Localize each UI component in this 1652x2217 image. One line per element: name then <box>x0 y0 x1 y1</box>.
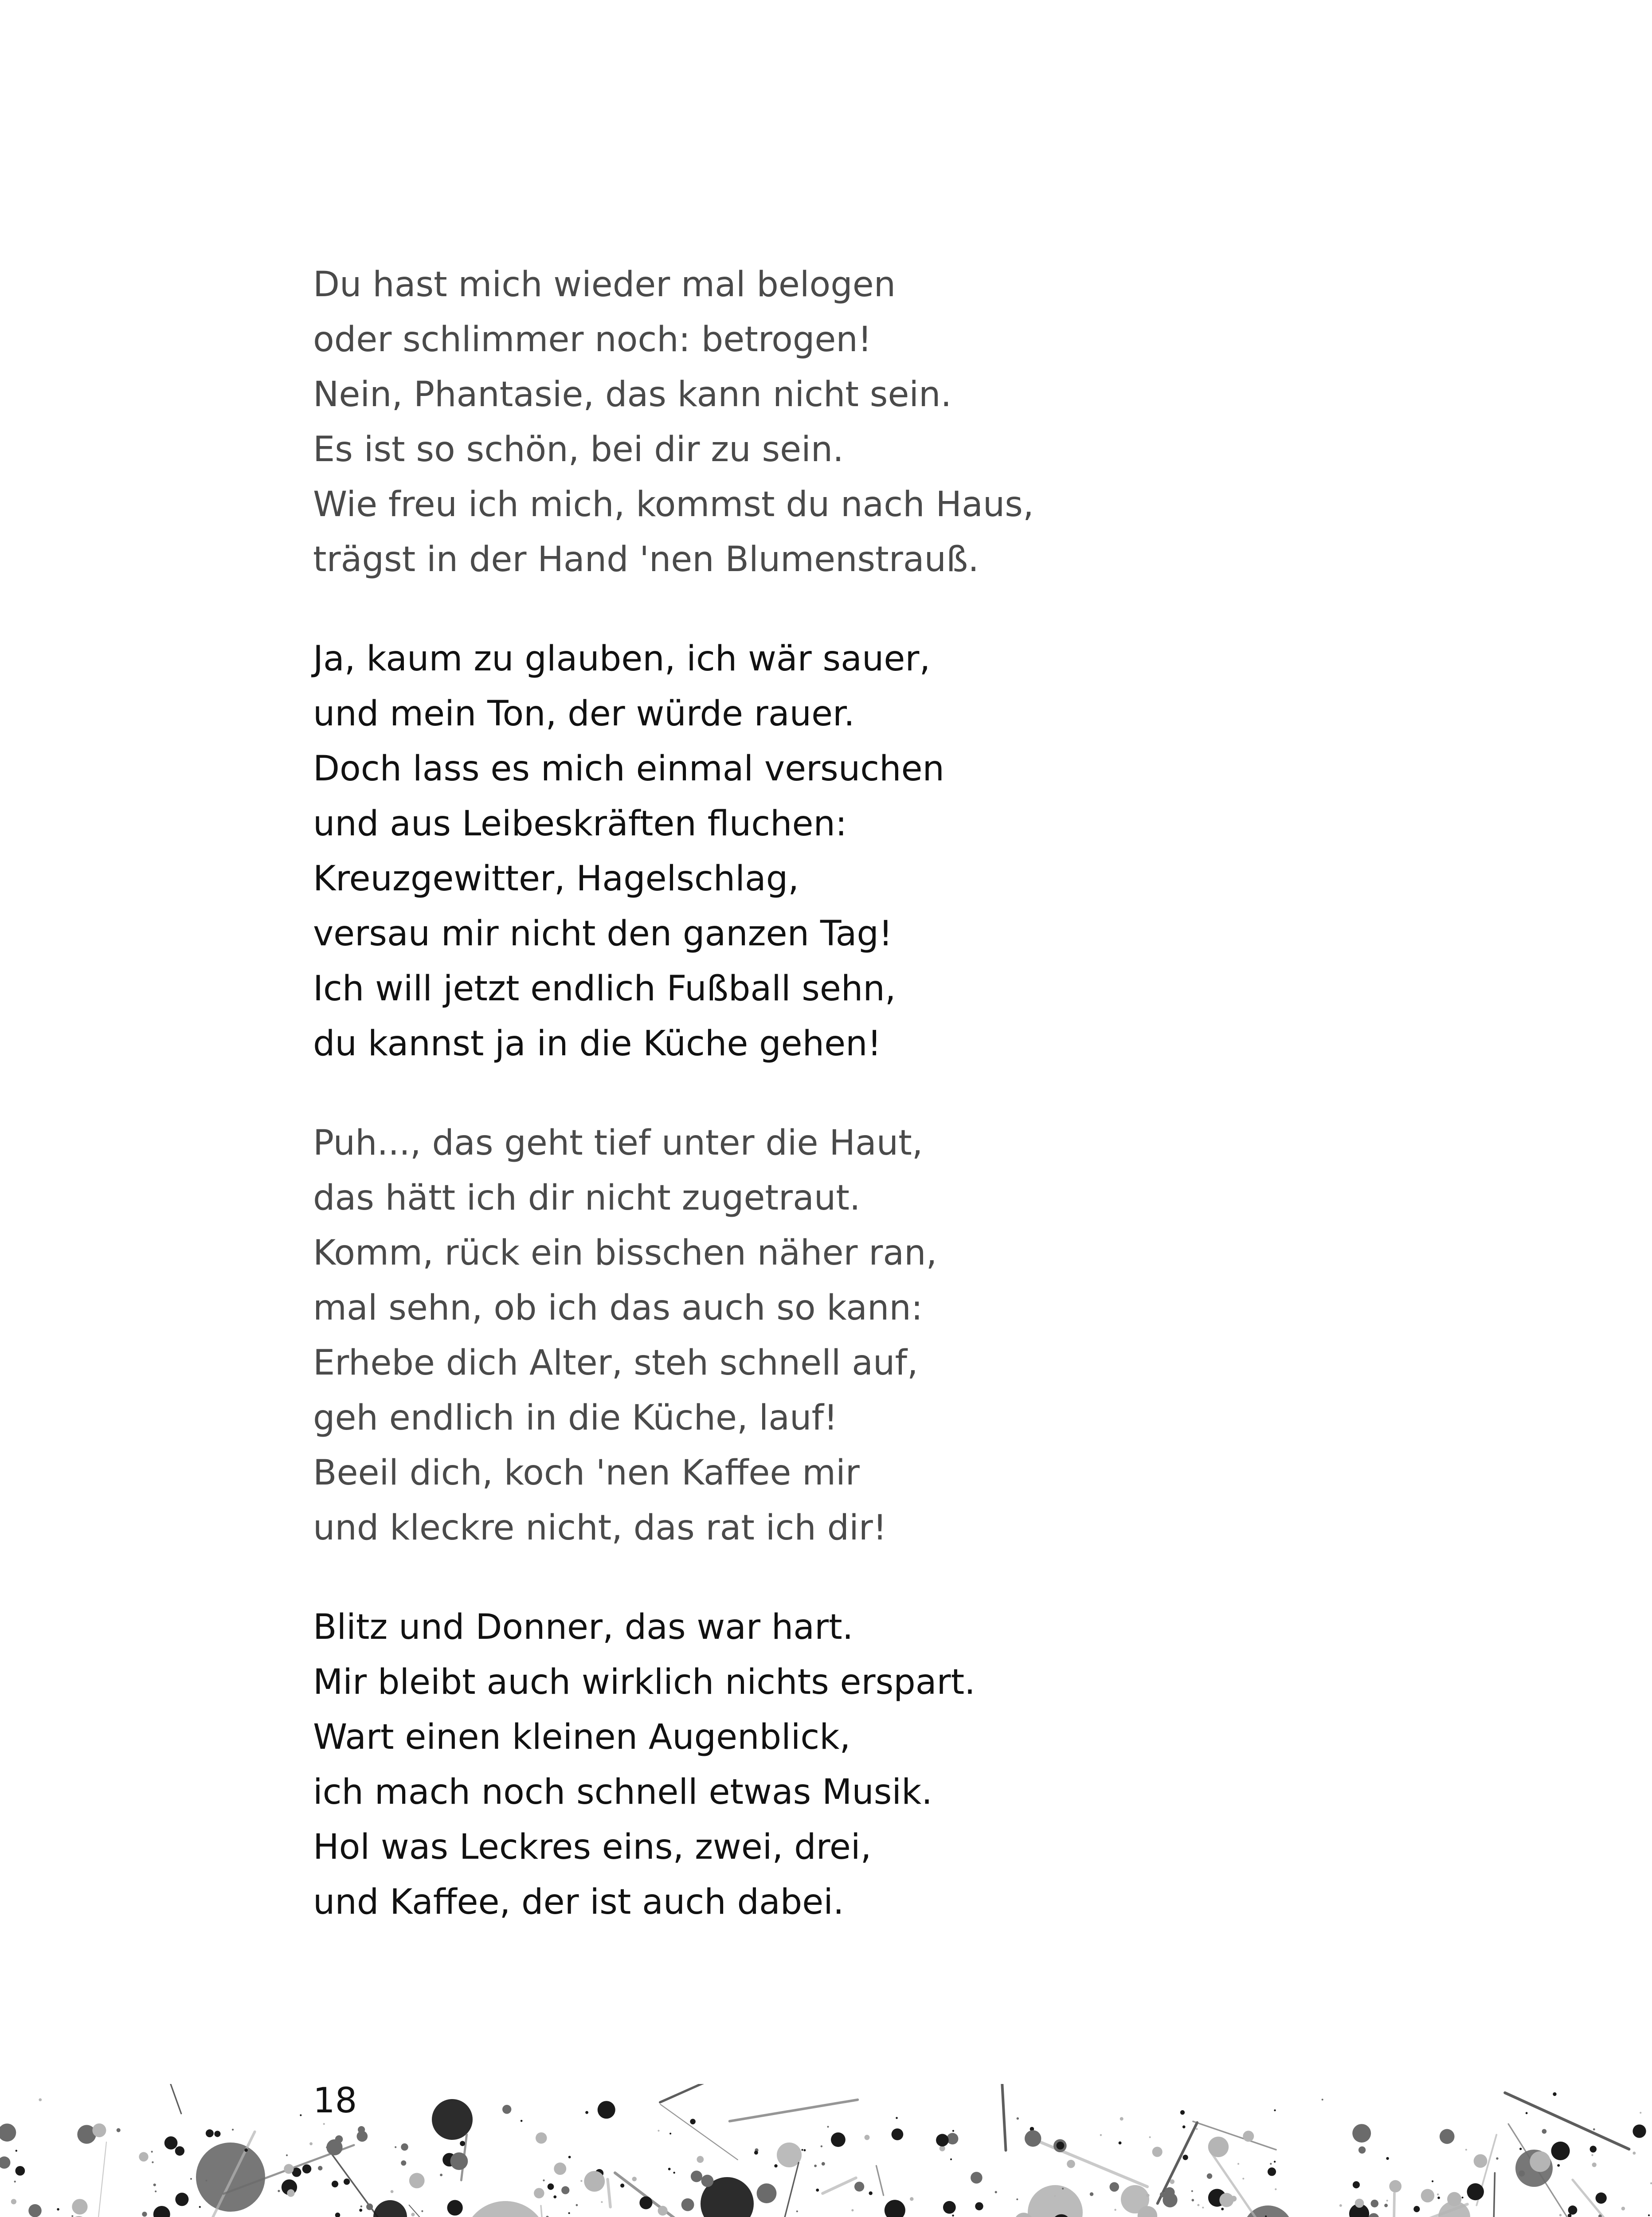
poem-line: Wart einen kleinen Augenblick, <box>313 1717 851 1757</box>
poem-line: Puh..., das geht tief unter die Haut, <box>313 1123 923 1163</box>
poem-line: geh endlich in die Küche, lauf! <box>313 1398 838 1438</box>
poem-line: Du hast mich wieder mal belogen <box>313 265 896 305</box>
poem-line: Ich will jetzt endlich Fußball sehn, <box>313 969 896 1009</box>
poem-line: Komm, rück ein bisschen näher ran, <box>313 1233 937 1273</box>
page-number: 18 <box>313 2081 357 2121</box>
poem-line: Kreuzgewitter, Hagelschlag, <box>313 859 799 899</box>
stanza <box>313 631 1510 1071</box>
poem-line: Blitz und Donner, das war hart. <box>313 1607 853 1647</box>
poem-line: und aus Leibeskräften fluchen: <box>313 804 847 844</box>
poem-line: Erhebe dich Alter, steh schnell auf, <box>313 1343 918 1383</box>
poem-line: Wie freu ich mich, kommst du nach Haus, <box>313 485 1034 525</box>
poem-line: Mir bleibt auch wirklich nichts erspart. <box>313 1662 975 1702</box>
poem-line: und kleckre nicht, das rat ich dir! <box>313 1508 887 1548</box>
poem <box>313 257 1510 1974</box>
stanza <box>313 1116 1510 1555</box>
poem-line: versau mir nicht den ganzen Tag! <box>313 914 893 954</box>
poem-line: Es ist so schön, bei dir zu sein. <box>313 430 844 470</box>
poem-line: und mein Ton, der würde rauer. <box>313 694 855 734</box>
poem-line: Nein, Phantasie, das kann nicht sein. <box>313 375 952 415</box>
poem-line: mal sehn, ob ich das auch so kann: <box>313 1288 923 1328</box>
stanza <box>313 1600 1510 1930</box>
ink-splatter-decoration <box>0 2084 1652 2217</box>
stanza <box>313 257 1510 587</box>
poem-line: und Kaffee, der ist auch dabei. <box>313 1882 844 1922</box>
poem-line: du kannst ja in die Küche gehen! <box>313 1024 881 1064</box>
poem-line: trägst in der Hand 'nen Blumenstrauß. <box>313 540 979 580</box>
poem-line: Ja, kaum zu glauben, ich wär sauer, <box>313 639 931 679</box>
poem-line: Beeil dich, koch 'nen Kaffee mir <box>313 1453 860 1493</box>
poem-line: das hätt ich dir nicht zugetraut. <box>313 1178 861 1218</box>
poem-line: Hol was Leckres eins, zwei, drei, <box>313 1827 872 1867</box>
poem-line: oder schlimmer noch: betrogen! <box>313 320 872 360</box>
poem-line: Doch lass es mich einmal versuchen <box>313 749 944 789</box>
poem-line: ich mach noch schnell etwas Musik. <box>313 1772 933 1812</box>
